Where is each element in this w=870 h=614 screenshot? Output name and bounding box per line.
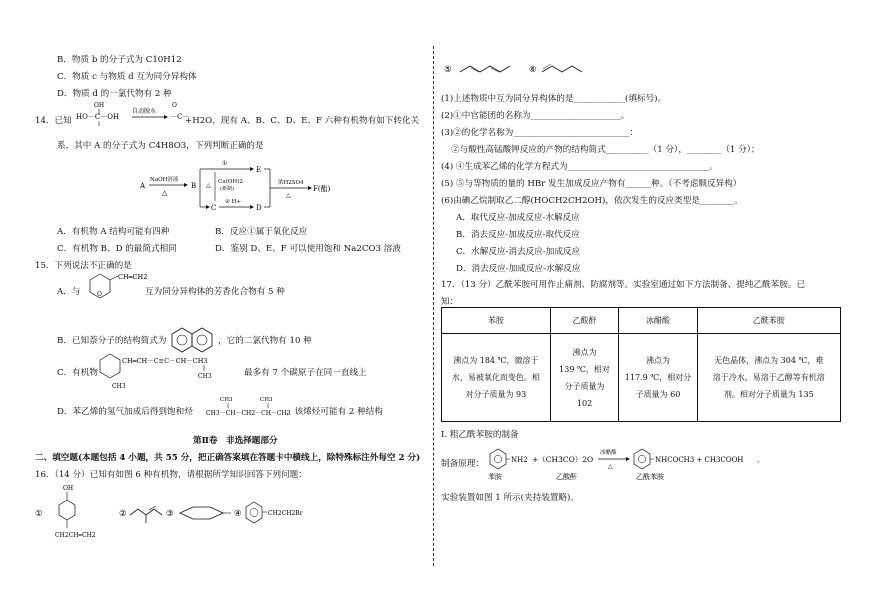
q14-arrow-label: 自动脱水 — [132, 108, 157, 115]
svg-text:CH3: CH3 — [198, 373, 212, 380]
q13-option-d: D．物质 d 的一氯代物有 2 种 — [57, 89, 172, 99]
q14-option-a: A．有机物 A 结构可能有四种 — [57, 227, 170, 237]
q15-option-b-pre: B．已知萘分子的结构简式为 — [57, 336, 167, 346]
q14-intro-2: 系，其中 A 的分子式为 C4H8O3，下列判断正确的是 — [57, 141, 264, 151]
svg-text:CH3－CH－CH2－CH－CH3: CH3－CH－CH2－CH－CH3 — [206, 410, 291, 417]
svg-text:C: C — [211, 204, 217, 212]
q15-c-molecule — [96, 350, 246, 390]
table-cell: 沸点为 117.9 ℃，相对分 子质量为 60 — [619, 334, 697, 422]
svg-text:苯胺: 苯胺 — [488, 473, 502, 481]
svg-text:B: B — [191, 182, 197, 190]
svg-text:乙酸酐: 乙酸酐 — [556, 473, 577, 481]
svg-text:A: A — [140, 182, 146, 190]
svg-text:③: ③ — [166, 509, 174, 519]
svg-text:② H+: ② H+ — [225, 199, 242, 205]
q15-a-molecule — [80, 270, 150, 306]
svg-text:HO－C－OH: HO－C－OH — [76, 113, 120, 121]
q16-part-3b: ②与酸性高锰酸钾反应的产物的结构简式__________（1 分），________（1 分）； — [451, 145, 760, 155]
q14-intro-end: +H2O，现有 A、B、C、D、E、F 六种有机物有如下转化关 — [185, 116, 420, 126]
svg-text:+（CH3CO）2O: +（CH3CO）2O — [532, 455, 594, 464]
q16-molecules-5-and-6 — [440, 58, 590, 80]
svg-text:O: O — [97, 291, 102, 298]
q16-6-option-d: D．消去反应-加成反应-水解反应 — [456, 264, 581, 274]
q15-option-b-post: ，它的二氯代物有 10 种 — [218, 336, 312, 346]
q16-6-option-c: C．水解反应-消去反应-加成反应 — [456, 247, 581, 257]
q16-part-3: (3)②的化学名称为___________________________： — [441, 128, 638, 138]
table-cell: 沸点为 184 ℃，微溶于 水，易被氧化而变色。相 对分子质量为 93 — [442, 334, 551, 422]
table-header: 乙酰苯胺 — [697, 308, 840, 334]
q14-transformation-diagram — [140, 155, 340, 215]
svg-text:△: △ — [608, 463, 613, 470]
svg-text:④: ④ — [234, 509, 242, 519]
table-header: 乙酸酐 — [550, 308, 619, 334]
table-cell: 沸点为 139 ℃，相对 分子质量为 102 — [550, 334, 619, 422]
svg-text:(新制): (新制) — [220, 186, 234, 192]
svg-text:△: △ — [286, 192, 291, 199]
q16-part-2: (2)①中官能团的名称为_____________________。 — [441, 111, 630, 121]
part1-heading: Ⅰ. 粗乙酰苯胺的制备 — [441, 430, 519, 440]
svg-text:①: ① — [222, 160, 228, 167]
q16-part-5: (5) ⑤与等物质的量的 HBr 发生加成反应产物有______种。（不考虑顺反异构） — [441, 179, 742, 189]
q14-dehydration-scheme — [74, 100, 190, 130]
q15-option-d-post: ，该烯烃可能有 2 种结构 — [286, 407, 383, 417]
svg-text:②: ② — [119, 509, 127, 519]
q16-intro: 16．（14 分）已知有如图 6 种有机物，请根据所学知识回答下列问题： — [35, 470, 307, 480]
column-divider — [433, 46, 434, 566]
q14-option-d: D．鉴别 D、E、F 可以使用饱和 Na2CO3 溶液 — [215, 244, 401, 254]
prep-label: 制备原理： — [441, 459, 484, 469]
svg-text:CH═CH2: CH═CH2 — [118, 273, 148, 281]
svg-text:F(酯): F(酯) — [313, 185, 331, 193]
svg-text:△: △ — [206, 182, 211, 189]
q14-option-b: B．反应①属于氧化反应 — [215, 227, 308, 237]
svg-text:NH2: NH2 — [511, 456, 528, 464]
svg-text:E: E — [256, 166, 262, 174]
q14-option-c: C．有机物 B、D 的最简式相同 — [57, 244, 177, 254]
svg-text:NaOH溶液: NaOH溶液 — [150, 177, 179, 183]
svg-text:冰醋酸: 冰醋酸 — [600, 450, 617, 456]
q15-title: 15．下列说法不正确的是 — [35, 261, 132, 271]
q13-option-b: B．物质 b 的分子式为 C10H12 — [57, 55, 182, 65]
svg-text:CH2CH═CH2: CH2CH═CH2 — [55, 532, 96, 539]
svg-text:浓H2SO4: 浓H2SO4 — [278, 180, 304, 186]
q14-intro-start: 14．已知 — [35, 116, 72, 126]
table-header: 冰醋酸 — [619, 308, 697, 334]
q17-intro-2: 知： — [441, 297, 459, 307]
svg-text:Cu(OH)2: Cu(OH)2 — [218, 179, 243, 185]
q16-6-option-b: B．消去反应-加成反应-取代反应 — [456, 230, 580, 240]
svg-text:CH3: CH3 — [260, 397, 273, 403]
svg-text:CH═CH－C≡C－CH－CH3: CH═CH－C≡C－CH－CH3 — [122, 357, 208, 365]
svg-text:NHCOCH3 + CH3COOH: NHCOCH3 + CH3COOH — [655, 456, 744, 464]
svg-text:乙酰苯胺: 乙酰苯胺 — [636, 473, 664, 481]
q13-option-c: C．物质 c 与物质 d 互为同分异构体 — [57, 72, 197, 82]
svg-text:－C－: －C－ — [170, 113, 190, 121]
table-cell: 无色晶体，沸点为 304 ℃，难 溶于冷水，易溶于乙醇等有机溶 剂。相对分子质量为 135 — [697, 334, 840, 422]
q15-option-d-pre: D．苯乙烯的氢气加成后得到饱和烃 — [57, 407, 193, 417]
q15-option-c-pre: C．有机物 — [57, 368, 98, 378]
q17-properties-table — [441, 307, 841, 422]
svg-text:O: O — [172, 102, 177, 109]
svg-text:CH2CH2Br: CH2CH2Br — [268, 510, 303, 517]
svg-text:D: D — [256, 204, 262, 212]
svg-text:△: △ — [162, 189, 168, 197]
prep-reaction-equation — [486, 444, 776, 484]
svg-text:CH3: CH3 — [220, 397, 233, 403]
q16-part-4: (4) ④生成苯乙烯的化学方程式为_________________________________。 — [441, 162, 719, 172]
q16-part-6: (6)由碘乙烷制取乙二醇(HOCH2CH2OH)，依次发生的反应类型是________。 — [441, 196, 743, 206]
q15-option-c-post: 最多有 7 个碳原子在同一直线上 — [244, 368, 367, 378]
table-header: 苯胺 — [442, 308, 551, 334]
q16-molecules-1-to-4 — [35, 483, 335, 545]
q15-option-a-pre: A．与 — [57, 287, 81, 297]
part2-heading: 第Ⅱ卷 非选择题部分 — [193, 436, 278, 446]
svg-text:⑥: ⑥ — [529, 65, 537, 75]
svg-text:CH3: CH3 — [112, 383, 126, 390]
q15-d-molecule — [206, 394, 296, 422]
q16-6-option-a: A．取代反应-加成反应-水解反应 — [456, 213, 580, 223]
svg-text:OH: OH — [63, 485, 74, 492]
svg-text:①: ① — [35, 509, 43, 519]
q15-option-a-post: 互为同分异构体的芳香化合物有 5 种 — [145, 287, 285, 297]
svg-text:⑤: ⑤ — [444, 65, 452, 75]
svg-text:。: 。 — [757, 456, 764, 464]
q16-part-1: (1)上述物质中互为同分异构体的是____________(填标号)。 — [441, 94, 667, 104]
svg-text:OH: OH — [94, 102, 105, 109]
apparatus-note: 实验装置如图 1 所示(夹持装置略)。 — [441, 493, 579, 503]
section2-heading: 二、填空题(本题包括 4 小题，共 55 分，把正确答案填在答题卡中横线上，除特殊标注外每空 2 分) — [35, 453, 421, 463]
q17-intro-1: 17．（13 分）乙酰苯胺可用作止痛剂、防腐剂等。实验室通过如下方法制备、提纯乙酰苯胺。已 — [441, 280, 806, 290]
naphthalene-structure — [170, 324, 216, 352]
